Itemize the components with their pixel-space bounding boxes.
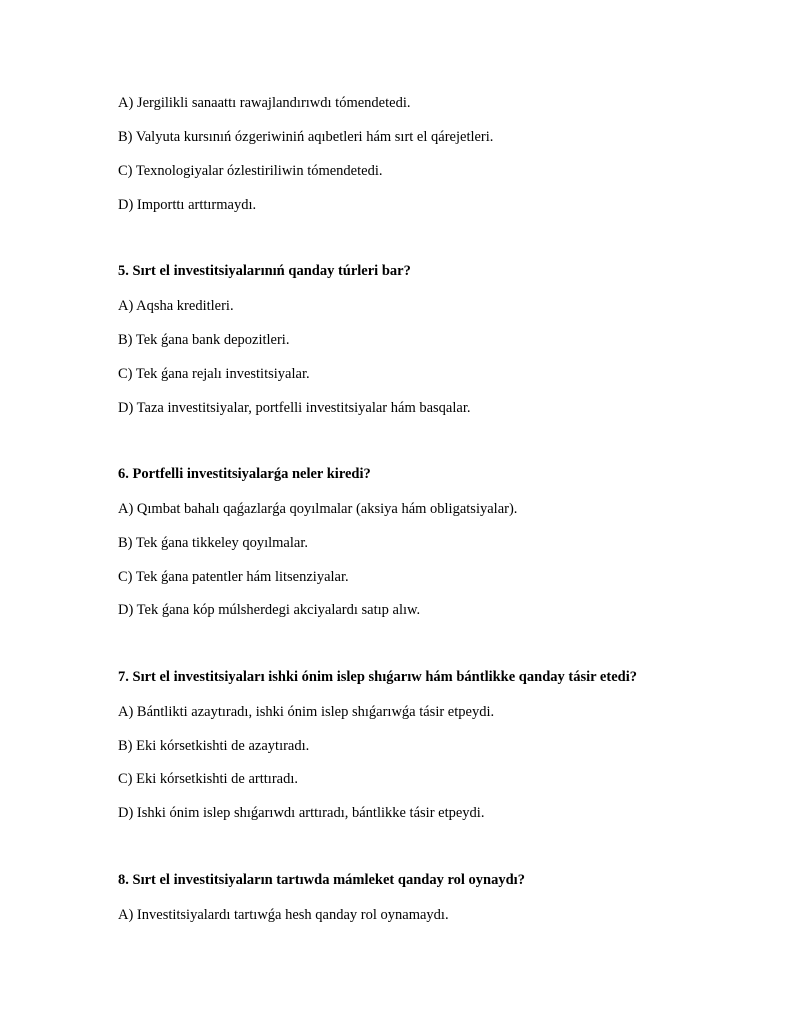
question-heading: 6. Portfelli investitsiyalarǵa neler kiredi? bbox=[118, 466, 371, 482]
option-b: B) Eki kórsetkishti de azaytıradı. bbox=[118, 738, 310, 754]
option-c: C) Tek ǵana rejalı investitsiyalar. bbox=[118, 366, 310, 382]
option-b: B) Tek ǵana tikkeley qoyılmalar. bbox=[118, 535, 308, 551]
option-a: A) Qımbat bahalı qaǵazlarǵa qoyılmalar (aksiya hám obligatsiyalar). bbox=[118, 501, 518, 517]
option-a: A) Jergilikli sanaattı rawajlandırıwdı tómendetedi. bbox=[118, 95, 411, 111]
question-heading: 8. Sırt el investitsiyaların tartıwda mámleket qanday rol oynaydı? bbox=[118, 872, 525, 888]
option-d: D) Taza investitsiyalar, portfelli investitsiyalar hám basqalar. bbox=[118, 400, 471, 416]
option-d: D) Tek ǵana kóp múlsherdegi akciyalardı satıp alıw. bbox=[118, 602, 421, 618]
option-a: A) Bántlikti azaytıradı, ishki ónim islep shıǵarıwǵa tásir etpeydi. bbox=[118, 704, 495, 720]
option-c: C) Tek ǵana patentler hám litsenziyalar. bbox=[118, 569, 349, 585]
option-b: B) Valyuta kursınıń ózgeriwiniń aqıbetleri hám sırt el qárejetleri. bbox=[118, 129, 494, 145]
option-b: B) Tek ǵana bank depozitleri. bbox=[118, 332, 290, 348]
option-c: C) Eki kórsetkishti de arttıradı. bbox=[118, 771, 299, 787]
option-d: D) Importtı arttırmaydı. bbox=[118, 197, 257, 213]
option-a: A) Investitsiyalardı tartıwǵa hesh qanday rol oynamaydı. bbox=[118, 907, 449, 923]
option-c: C) Texnologiyalar ózlestiriliwin tómendetedi. bbox=[118, 163, 383, 179]
option-a: A) Aqsha kreditleri. bbox=[118, 298, 234, 314]
question-heading: 5. Sırt el investitsiyalarınıń qanday túrleri bar? bbox=[118, 263, 411, 279]
option-d: D) Ishki ónim islep shıǵarıwdı arttıradı, bántlikke tásir etpeydi. bbox=[118, 805, 485, 821]
question-heading: 7. Sırt el investitsiyaları ishki ónim islep shıǵarıw hám bántlikke qanday tásir etedi? bbox=[118, 669, 637, 685]
